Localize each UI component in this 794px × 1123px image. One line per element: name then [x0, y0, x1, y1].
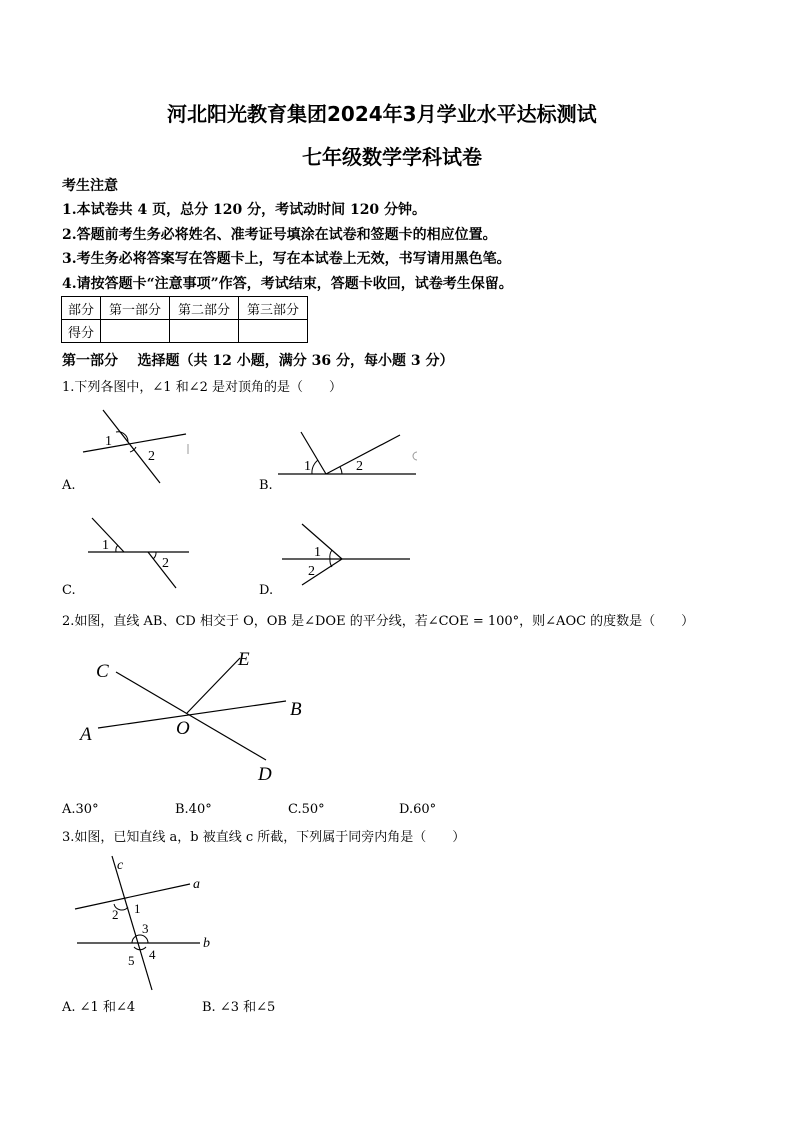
score-table: [61, 296, 308, 343]
angle-label: 1: [304, 459, 311, 474]
exam-subtitle: 七年级数学学科试卷: [302, 145, 482, 169]
q1-option-a[interactable]: A.: [62, 478, 76, 493]
angle-label: 1: [102, 538, 109, 553]
angle-label: 2: [112, 907, 119, 922]
angle-label: 2: [148, 449, 155, 464]
score-table-header-row: [62, 297, 308, 320]
q1-figure-c: [78, 514, 208, 594]
q1-figure-b: [278, 432, 428, 492]
q3-figure: [72, 852, 232, 992]
exam-title: 河北阳光教育集团2024年3月学业水平达标测试: [167, 102, 597, 126]
q2-figure: [78, 640, 328, 790]
angle-arc: [153, 552, 156, 559]
line-a: [75, 884, 190, 909]
question-1-text: 1.下列各图中，∠1 和∠2 是对顶角的是（ ）: [62, 380, 342, 395]
angle-arc: [330, 550, 332, 559]
score-table-cell: 得分: [62, 320, 101, 343]
angle-label: 4: [149, 947, 156, 962]
angle-label: 3: [142, 921, 149, 936]
notice-heading: 考生注意: [62, 178, 118, 194]
point-label-E: E: [238, 649, 250, 670]
line-label-c: c: [117, 858, 124, 873]
figure-line: [326, 435, 400, 474]
angle-label: 2: [356, 459, 363, 474]
q1-option-d[interactable]: D.: [259, 583, 274, 598]
ray-OE: [187, 658, 240, 713]
score-table-header-cell: 部分: [62, 297, 101, 320]
angle-arc: [330, 559, 332, 567]
q2-option-a[interactable]: A.30°: [62, 802, 99, 817]
notice-item-1: 1.本试卷共 4 页，总分 120 分，考试动时间 120 分钟。: [62, 202, 427, 218]
point-label-O: O: [176, 718, 190, 739]
angle-label: 5: [128, 953, 135, 968]
figure-line: [302, 524, 342, 559]
angle-label: 1: [134, 901, 141, 916]
q1-figure-a: [78, 410, 218, 490]
q1-option-b[interactable]: B.: [259, 478, 273, 493]
q1-figure-d: [280, 522, 420, 592]
point-label-B: B: [290, 699, 302, 720]
angle-label: 1: [314, 545, 321, 560]
point-label-A: A: [80, 724, 92, 745]
notice-item-3: 3.考生务必将答案写在答题卡上，写在本试卷上无效，书写请用黑色笔。: [62, 251, 511, 267]
q1-option-c[interactable]: C.: [62, 583, 76, 598]
angle-label: 1: [105, 434, 112, 449]
question-3-text: 3.如图，已知直线 a，b 被直线 c 所截，下列属于同旁内角是（ ）: [62, 830, 466, 845]
angle-label: 2: [162, 556, 169, 571]
score-table-header-cell: 第一部分: [101, 297, 170, 320]
point-label-D: D: [258, 764, 272, 785]
angle-arc: [340, 467, 342, 474]
q3-option-a[interactable]: A. ∠1 和∠4: [62, 1000, 136, 1015]
score-table-cell[interactable]: [239, 320, 308, 343]
line-label-b: b: [203, 936, 210, 951]
notice-item-2: 2.答题前考生务必将姓名、准考证号填涂在试卷和签题卡的相应位置。: [62, 227, 497, 243]
q2-option-c[interactable]: C.50°: [288, 802, 325, 817]
score-table-cell[interactable]: [101, 320, 170, 343]
score-table-header-cell: 第三部分: [239, 297, 308, 320]
notice-item-4: 4.请按答题卡“注意事项”作答，考试结束，答题卡收回，试卷考生保留。: [62, 276, 513, 292]
score-table-header-cell: 第二部分: [170, 297, 239, 320]
line-AB: [98, 701, 286, 728]
angle-arc: [312, 460, 318, 474]
point-label-C: C: [96, 661, 109, 682]
angle-arc: [116, 545, 118, 552]
line-CD: [116, 672, 266, 760]
q2-option-b[interactable]: B.40°: [175, 802, 212, 817]
section-heading: 第一部分 选择题（共 12 小题，满分 36 分，每小题 3 分）: [62, 353, 454, 369]
score-table-cell[interactable]: [170, 320, 239, 343]
figure-tick: [413, 452, 417, 460]
score-table-row: [62, 320, 308, 343]
question-2-text: 2.如图，直线 AB、CD 相交于 O，OB 是∠DOE 的平分线，若∠COE = 100°，则∠AOC 的度数是（ ）: [62, 614, 695, 629]
q3-option-b[interactable]: B. ∠3 和∠5: [202, 1000, 276, 1015]
angle-arc: [132, 935, 148, 943]
angle-label: 2: [308, 564, 315, 579]
line-label-a: a: [193, 877, 200, 892]
q2-option-d[interactable]: D.60°: [399, 802, 437, 817]
